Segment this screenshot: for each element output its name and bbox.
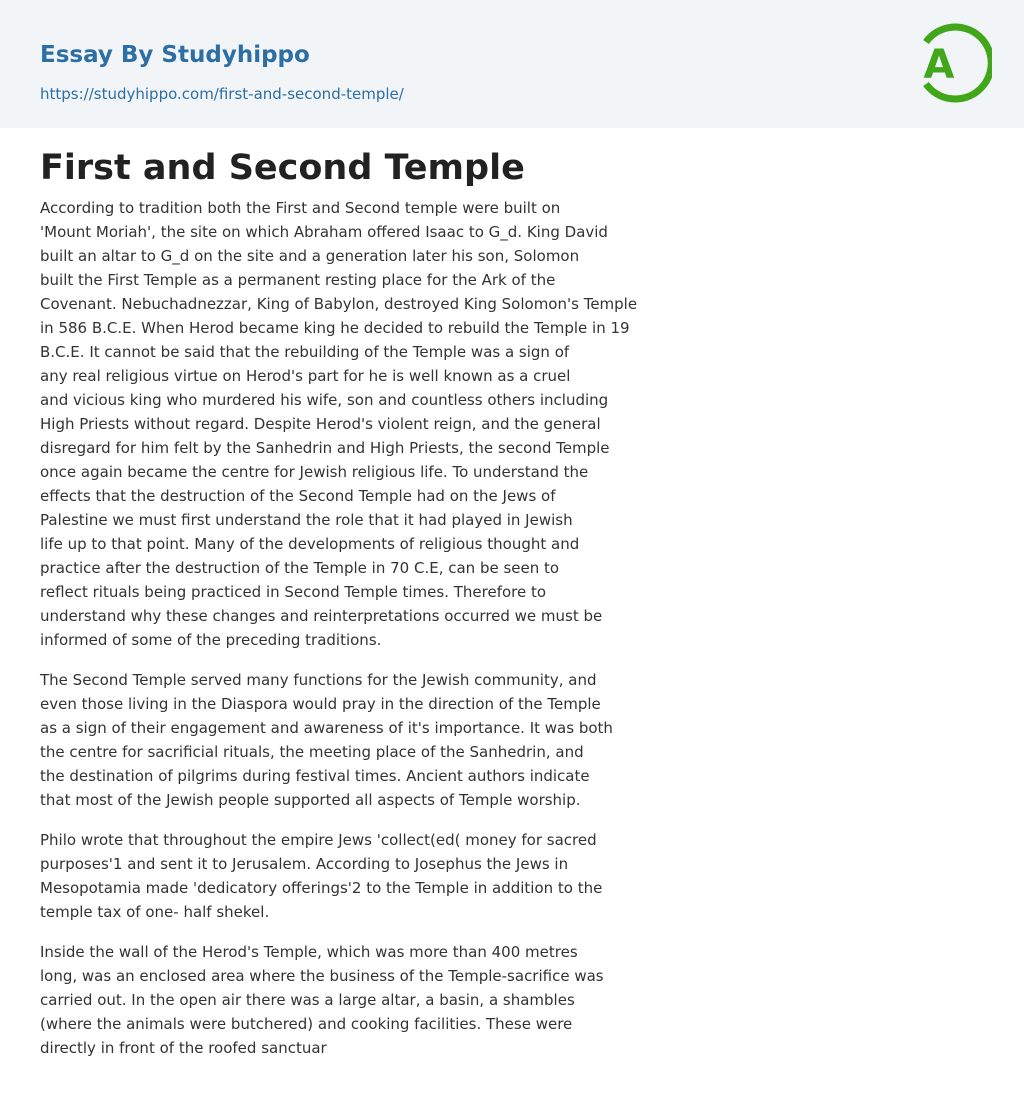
paragraph-line: built an altar to G_d on the site and a generation later his son, Solomon: [40, 247, 580, 265]
paragraph-line: understand why these changes and reinterpretations occurred we must be: [40, 607, 603, 625]
logo-letter: A: [923, 42, 955, 88]
paragraph-line: even those living in the Diaspora would pray in the direction of the Temple: [40, 695, 601, 713]
paragraph-line: According to tradition both the First and Second temple were built on: [40, 199, 561, 217]
article-paragraph: [40, 196, 720, 652]
paragraph-line: disregard for him felt by the Sanhedrin and High Priests, the second Temple: [40, 439, 610, 457]
paragraph-line: 'Mount Moriah', the site on which Abraham offered Isaac to G_d. King David: [40, 223, 608, 241]
paragraph-line: carried out. In the open air there was a large altar, a basin, a shambles: [40, 991, 575, 1009]
paragraph-line: life up to that point. Many of the developments of religious thought and: [40, 535, 580, 553]
article-paragraph: [40, 940, 720, 1060]
article: [40, 146, 720, 1076]
article-paragraph: [40, 828, 720, 924]
source-url-link[interactable]: https://studyhippo.com/first-and-second-temple/: [40, 85, 404, 103]
paragraph-line: Inside the wall of the Herod's Temple, which was more than 400 metres: [40, 943, 578, 961]
brand-title: Essay By Studyhippo: [40, 42, 310, 68]
paragraph-line: as a sign of their engagement and awareness of it's importance. It was both: [40, 719, 613, 737]
paragraph-line: High Priests without regard. Despite Herod's violent reign, and the general: [40, 415, 601, 433]
paragraph-line: in 586 B.C.E. When Herod became king he decided to rebuild the Temple in 19: [40, 319, 630, 337]
paragraph-line: that most of the Jewish people supported all aspects of Temple worship.: [40, 791, 581, 809]
paragraph-line: the destination of pilgrims during festival times. Ancient authors indicate: [40, 767, 590, 785]
paragraph-line: informed of some of the preceding traditions.: [40, 631, 382, 649]
article-title: First and Second Temple: [40, 148, 525, 188]
paragraph-line: practice after the destruction of the Temple in 70 C.E, can be seen to: [40, 559, 560, 577]
logo-a-icon: [908, 16, 992, 108]
paragraph-line: Palestine we must first understand the role that it had played in Jewish: [40, 511, 573, 529]
paragraph-line: Philo wrote that throughout the empire Jews 'collect(ed( money for sacred: [40, 831, 597, 849]
paragraph-line: reflect rituals being practiced in Second Temple times. Therefore to: [40, 583, 547, 601]
paragraph-line: Mesopotamia made 'dedicatory offerings'2 to the Temple in addition to the: [40, 879, 603, 897]
paragraph-line: built the First Temple as a permanent resting place for the Ark of the: [40, 271, 556, 289]
site-header: [0, 0, 1024, 128]
paragraph-line: any real religious virtue on Herod's part for he is well known as a cruel: [40, 367, 571, 385]
paragraph-line: the centre for sacrificial rituals, the meeting place of the Sanhedrin, and: [40, 743, 584, 761]
article-body: [40, 196, 720, 1060]
paragraph-line: long, was an enclosed area where the business of the Temple-sacrifice was: [40, 967, 604, 985]
paragraph-line: purposes'1 and sent it to Jerusalem. According to Josephus the Jews in: [40, 855, 569, 873]
paragraph-line: directly in front of the roofed sanctuar: [40, 1039, 327, 1057]
paragraph-line: B.C.E. It cannot be said that the rebuilding of the Temple was a sign of: [40, 343, 570, 361]
paragraph-line: temple tax of one- half shekel.: [40, 903, 270, 921]
paragraph-line: and vicious king who murdered his wife, son and countless others including: [40, 391, 609, 409]
paragraph-line: once again became the centre for Jewish religious life. To understand the: [40, 463, 589, 481]
paragraph-line: effects that the destruction of the Second Temple had on the Jews of: [40, 487, 556, 505]
paragraph-line: Covenant. Nebuchadnezzar, King of Babylon, destroyed King Solomon's Temple: [40, 295, 638, 313]
article-paragraph: [40, 668, 720, 812]
paragraph-line: (where the animals were butchered) and cooking facilities. These were: [40, 1015, 573, 1033]
paragraph-line: The Second Temple served many functions for the Jewish community, and: [40, 671, 597, 689]
studyhippo-logo[interactable]: [908, 16, 992, 108]
